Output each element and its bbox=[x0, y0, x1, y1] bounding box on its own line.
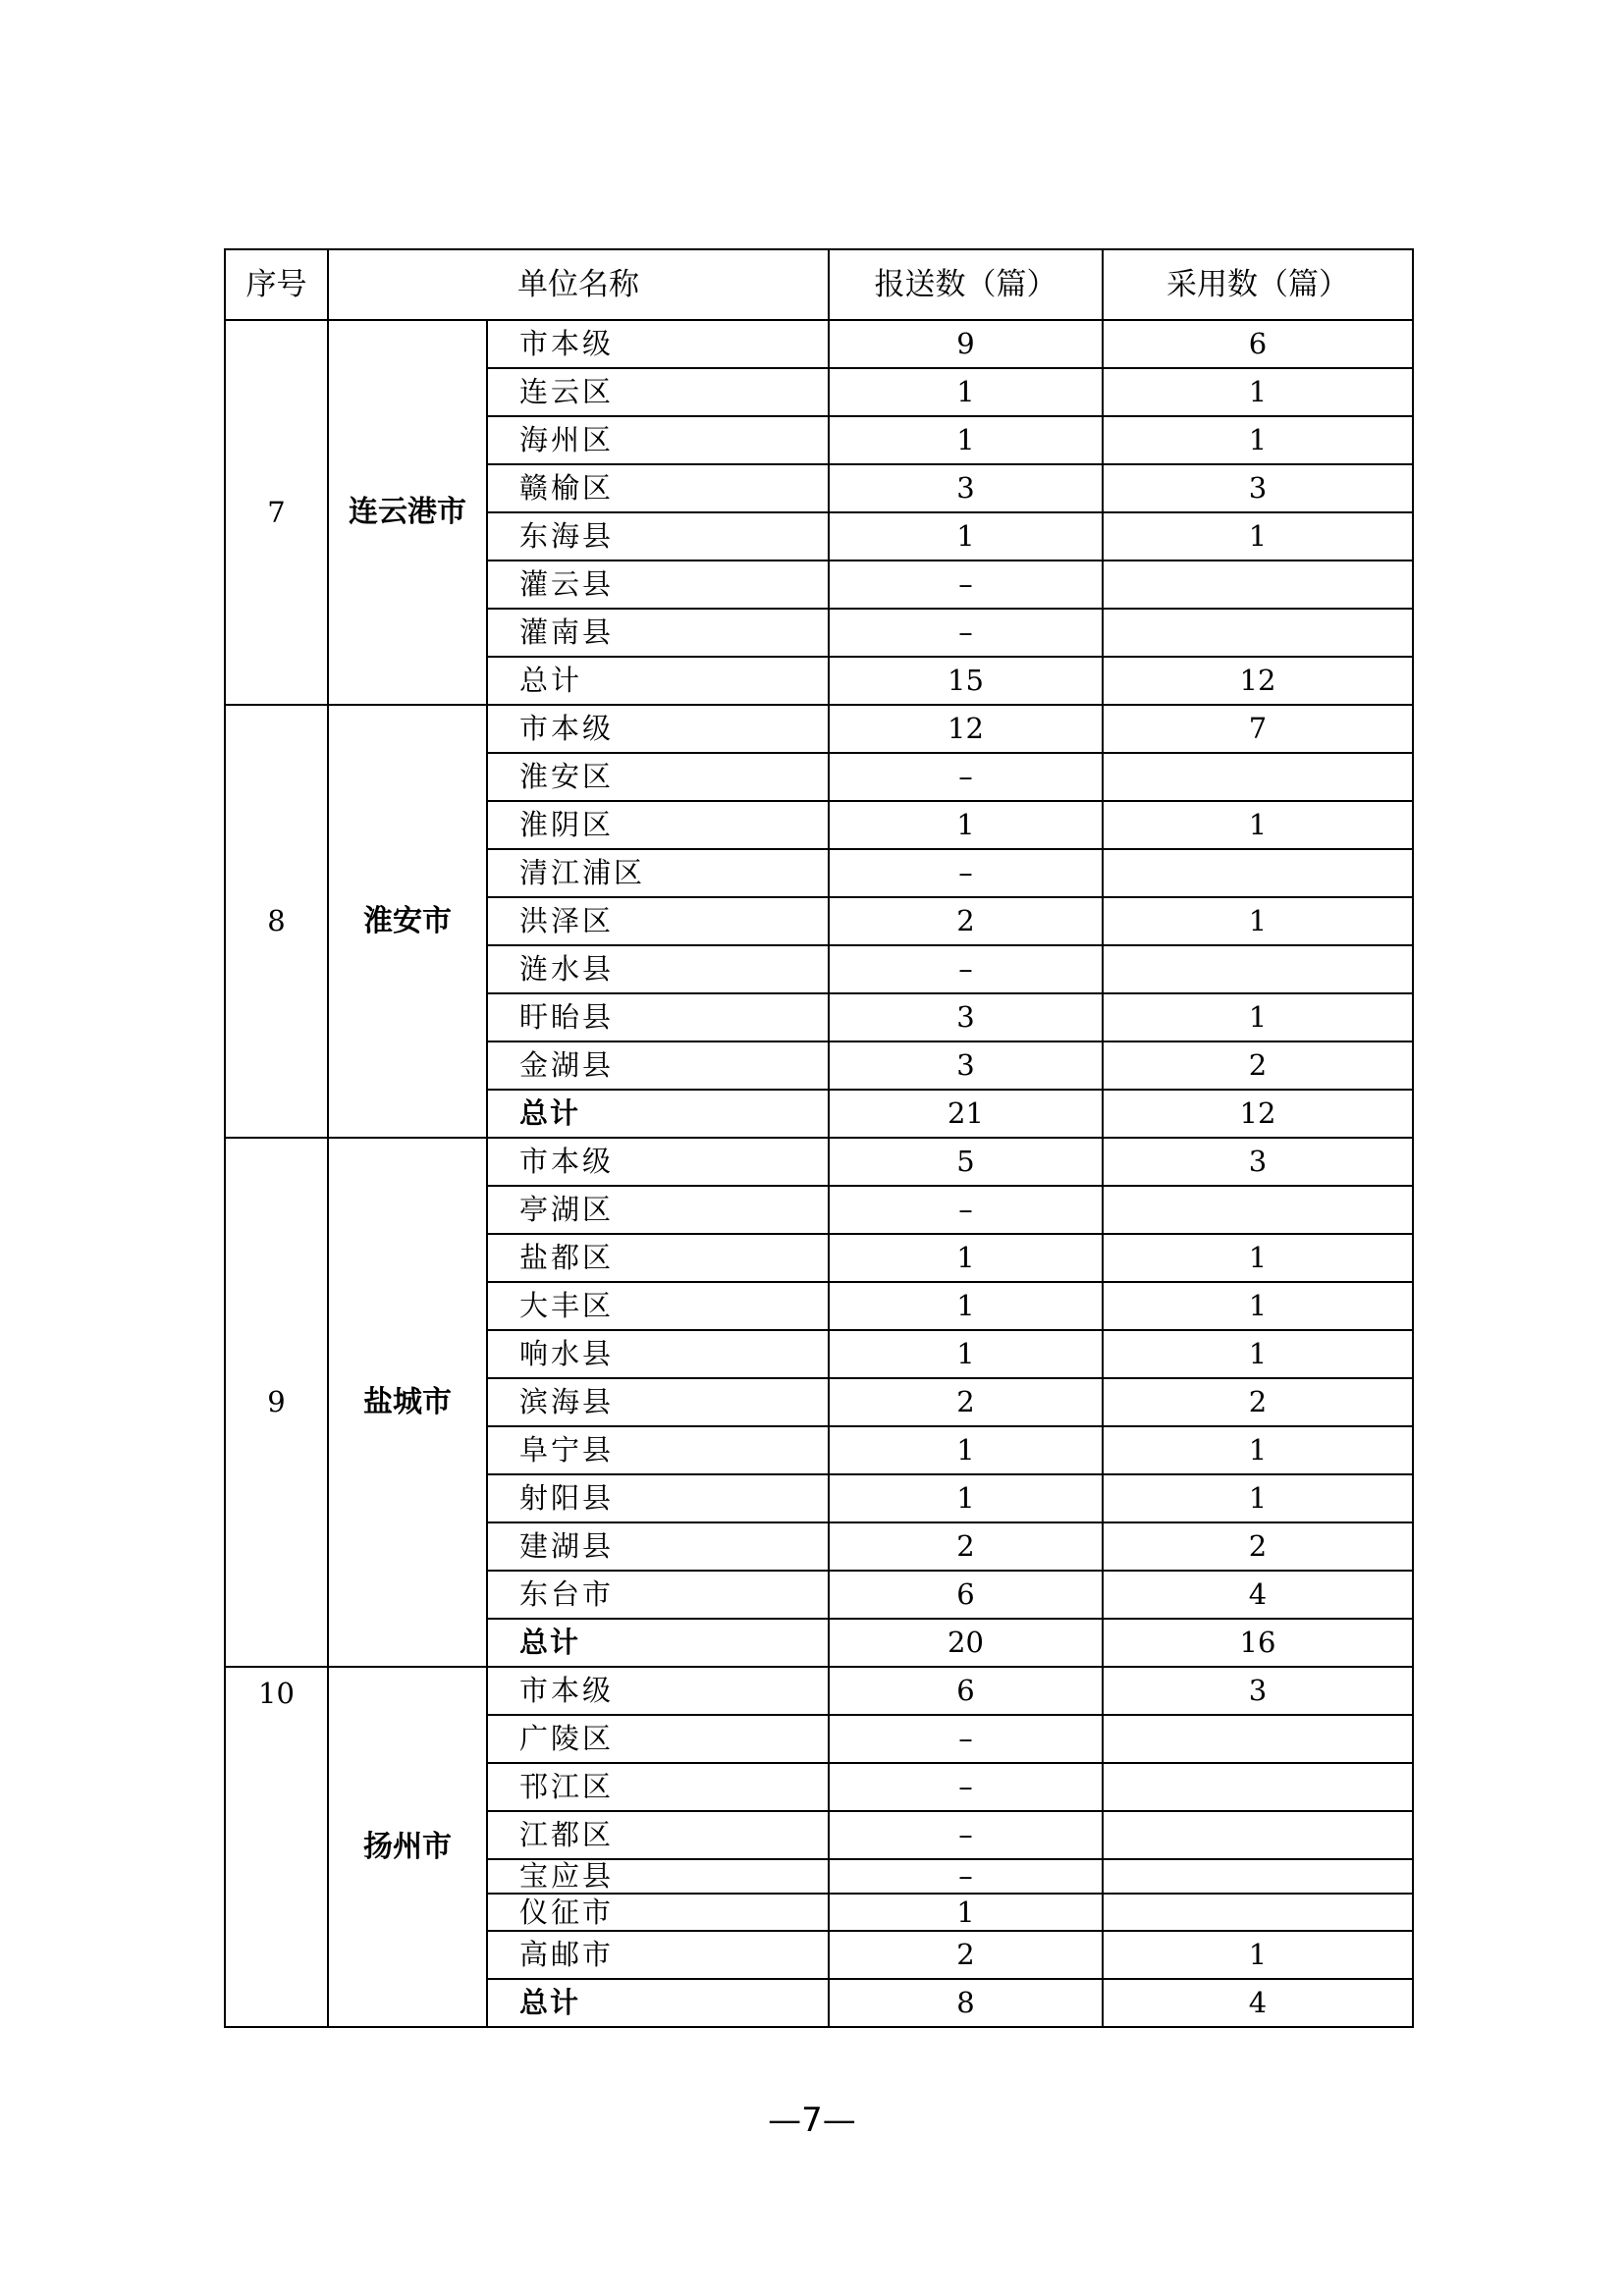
report-body bbox=[225, 320, 1413, 2027]
unit-name: 亭湖区 bbox=[487, 1186, 829, 1234]
adopted-count: 2 bbox=[1103, 1041, 1413, 1090]
unit-name: 市本级 bbox=[487, 320, 829, 368]
page-number: —7— bbox=[768, 2101, 856, 2140]
header-adopted: 采用数（篇） bbox=[1103, 249, 1413, 320]
adopted-count: 12 bbox=[1103, 1090, 1413, 1138]
submitted-count: – bbox=[829, 1859, 1103, 1894]
header-submitted: 报送数（篇） bbox=[829, 249, 1103, 320]
adopted-count: 3 bbox=[1103, 1667, 1413, 1715]
unit-name: 阜宁县 bbox=[487, 1426, 829, 1474]
unit-name: 盱眙县 bbox=[487, 993, 829, 1041]
submitted-count: – bbox=[829, 561, 1103, 609]
adopted-count bbox=[1103, 561, 1413, 609]
submitted-count: 1 bbox=[829, 368, 1103, 416]
submitted-count: 1 bbox=[829, 1474, 1103, 1522]
adopted-count bbox=[1103, 753, 1413, 801]
submitted-count: – bbox=[829, 849, 1103, 897]
submitted-count: 2 bbox=[829, 1931, 1103, 1979]
unit-name: 广陵区 bbox=[487, 1715, 829, 1763]
adopted-count bbox=[1103, 1715, 1413, 1763]
submitted-count: 1 bbox=[829, 512, 1103, 561]
group-city: 扬州市 bbox=[328, 1667, 487, 2027]
submitted-count: – bbox=[829, 1715, 1103, 1763]
submitted-count: – bbox=[829, 753, 1103, 801]
unit-name: 海州区 bbox=[487, 416, 829, 464]
submitted-count: – bbox=[829, 945, 1103, 993]
adopted-count: 1 bbox=[1103, 1234, 1413, 1282]
adopted-count: 1 bbox=[1103, 416, 1413, 464]
unit-name: 淮安区 bbox=[487, 753, 829, 801]
unit-name: 清江浦区 bbox=[487, 849, 829, 897]
adopted-count: 1 bbox=[1103, 512, 1413, 561]
adopted-count: 1 bbox=[1103, 1931, 1413, 1979]
submitted-count: 15 bbox=[829, 657, 1103, 705]
adopted-count: 1 bbox=[1103, 1426, 1413, 1474]
submitted-count: 6 bbox=[829, 1667, 1103, 1715]
adopted-count: 2 bbox=[1103, 1378, 1413, 1426]
unit-name: 淮阴区 bbox=[487, 801, 829, 849]
unit-name: 射阳县 bbox=[487, 1474, 829, 1522]
table-row bbox=[225, 1667, 1413, 1715]
unit-name: 总计 bbox=[487, 1090, 829, 1138]
group-city: 连云港市 bbox=[328, 320, 487, 705]
unit-name: 赣榆区 bbox=[487, 464, 829, 512]
submitted-count: 1 bbox=[829, 1426, 1103, 1474]
group-city: 淮安市 bbox=[328, 705, 487, 1138]
submitted-count: 3 bbox=[829, 993, 1103, 1041]
submitted-count: 1 bbox=[829, 1330, 1103, 1378]
unit-name: 总计 bbox=[487, 1979, 829, 2027]
table-row bbox=[225, 705, 1413, 753]
adopted-count: 6 bbox=[1103, 320, 1413, 368]
adopted-count: 1 bbox=[1103, 368, 1413, 416]
unit-name: 响水县 bbox=[487, 1330, 829, 1378]
adopted-count: 1 bbox=[1103, 897, 1413, 945]
submitted-count: – bbox=[829, 609, 1103, 657]
submitted-count: 20 bbox=[829, 1619, 1103, 1667]
submitted-count: 6 bbox=[829, 1571, 1103, 1619]
unit-name: 市本级 bbox=[487, 1138, 829, 1186]
unit-name: 邗江区 bbox=[487, 1763, 829, 1811]
group-seq: 7 bbox=[225, 320, 328, 705]
unit-name: 总计 bbox=[487, 1619, 829, 1667]
unit-name: 总计 bbox=[487, 657, 829, 705]
unit-name: 滨海县 bbox=[487, 1378, 829, 1426]
unit-name: 盐都区 bbox=[487, 1234, 829, 1282]
adopted-count: 1 bbox=[1103, 801, 1413, 849]
adopted-count bbox=[1103, 1186, 1413, 1234]
adopted-count bbox=[1103, 609, 1413, 657]
table-row bbox=[225, 1138, 1413, 1186]
unit-name: 市本级 bbox=[487, 705, 829, 753]
submitted-count: 1 bbox=[829, 1234, 1103, 1282]
unit-name: 灌南县 bbox=[487, 609, 829, 657]
unit-name: 东台市 bbox=[487, 1571, 829, 1619]
unit-name: 灌云县 bbox=[487, 561, 829, 609]
adopted-count: 1 bbox=[1103, 993, 1413, 1041]
submitted-count: 8 bbox=[829, 1979, 1103, 2027]
table-row bbox=[225, 320, 1413, 368]
submitted-count: 5 bbox=[829, 1138, 1103, 1186]
adopted-count: 7 bbox=[1103, 705, 1413, 753]
adopted-count bbox=[1103, 849, 1413, 897]
unit-name: 金湖县 bbox=[487, 1041, 829, 1090]
unit-name: 连云区 bbox=[487, 368, 829, 416]
submitted-count: 3 bbox=[829, 1041, 1103, 1090]
unit-name: 洪泽区 bbox=[487, 897, 829, 945]
unit-name: 宝应县 bbox=[487, 1859, 829, 1894]
header-unit: 单位名称 bbox=[328, 249, 829, 320]
adopted-count bbox=[1103, 945, 1413, 993]
submitted-count: 1 bbox=[829, 1282, 1103, 1330]
unit-name: 高邮市 bbox=[487, 1931, 829, 1979]
header-row bbox=[225, 249, 1413, 320]
submitted-count: 2 bbox=[829, 1378, 1103, 1426]
adopted-count: 3 bbox=[1103, 464, 1413, 512]
adopted-count bbox=[1103, 1894, 1413, 1931]
submitted-count: – bbox=[829, 1186, 1103, 1234]
group-seq: 8 bbox=[225, 705, 328, 1138]
submitted-count: 1 bbox=[829, 416, 1103, 464]
group-seq: 9 bbox=[225, 1138, 328, 1667]
submitted-count: 2 bbox=[829, 1522, 1103, 1571]
adopted-count: 12 bbox=[1103, 657, 1413, 705]
adopted-count bbox=[1103, 1763, 1413, 1811]
adopted-count: 1 bbox=[1103, 1474, 1413, 1522]
submitted-count: – bbox=[829, 1763, 1103, 1811]
adopted-count bbox=[1103, 1859, 1413, 1894]
submitted-count: 21 bbox=[829, 1090, 1103, 1138]
unit-name: 建湖县 bbox=[487, 1522, 829, 1571]
unit-name: 大丰区 bbox=[487, 1282, 829, 1330]
submitted-count: 3 bbox=[829, 464, 1103, 512]
group-city: 盐城市 bbox=[328, 1138, 487, 1667]
adopted-count: 1 bbox=[1103, 1330, 1413, 1378]
adopted-count: 2 bbox=[1103, 1522, 1413, 1571]
unit-name: 涟水县 bbox=[487, 945, 829, 993]
submitted-count: 1 bbox=[829, 1894, 1103, 1931]
adopted-count: 4 bbox=[1103, 1571, 1413, 1619]
unit-name: 东海县 bbox=[487, 512, 829, 561]
adopted-count: 16 bbox=[1103, 1619, 1413, 1667]
submitted-count: – bbox=[829, 1811, 1103, 1859]
unit-name: 市本级 bbox=[487, 1667, 829, 1715]
adopted-count bbox=[1103, 1811, 1413, 1859]
submitted-count: 1 bbox=[829, 801, 1103, 849]
submitted-count: 2 bbox=[829, 897, 1103, 945]
unit-name: 江都区 bbox=[487, 1811, 829, 1859]
adopted-count: 4 bbox=[1103, 1979, 1413, 2027]
submitted-count: 12 bbox=[829, 705, 1103, 753]
header-seq: 序号 bbox=[225, 249, 328, 320]
adopted-count: 3 bbox=[1103, 1138, 1413, 1186]
unit-name: 仪征市 bbox=[487, 1894, 829, 1931]
submitted-count: 9 bbox=[829, 320, 1103, 368]
adopted-count: 1 bbox=[1103, 1282, 1413, 1330]
group-seq: 10 bbox=[225, 1667, 328, 2027]
report-table bbox=[224, 248, 1414, 2028]
